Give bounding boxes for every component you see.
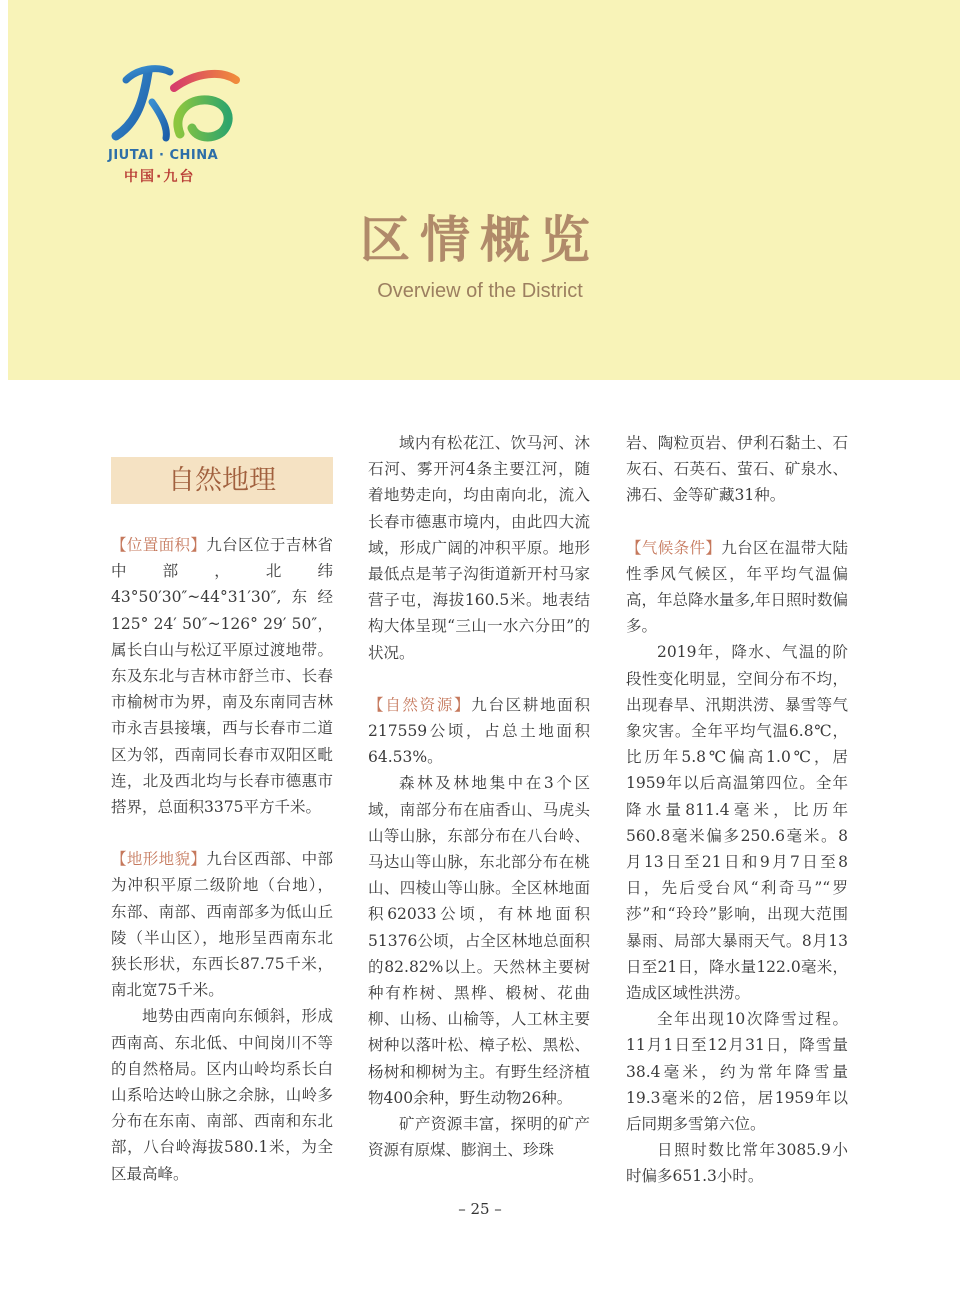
paragraph-rivers: 域内有松花江、饮马河、沐石河、雾开河4条主要江河，随着地势走向，均由南向北，流入长春市德惠市境内，由此四大流域，形成广阔的冲积平原。地形最低点是苇子沟街道新开村马家营子屯，海拔160.5米。地表结构大体呈现“三山一水六分田”的状况。 — [368, 434, 590, 662]
paragraph-sunshine: 日照时数比常年3085.9小时偏多651.3小时。 — [626, 1141, 848, 1186]
paragraph-forests: 森林及林地集中在3个区域，南部分布在庙香山、马虎头山等山脉，东部分布在八台岭、马达山等山脉，东北部分布在桃山、四棱山等山脉。全区林地面积62033公顷，有林地面积51376公顷，占全区林地总面积的82.82%以上。天然林主要树种有柞树、黑桦、椴树、花曲柳、山杨、山榆等，人工林主要树种以落叶松、樟子松、黑松、杨树和柳树为主。有野生经济植物400余种，野生动物26种。 — [368, 774, 590, 1107]
header-band — [8, 0, 960, 380]
section-title: 自然地理 — [111, 457, 333, 504]
text-column-2 — [368, 430, 590, 1163]
logo-english-text: JIUTAI · CHINA — [108, 148, 219, 163]
text-column-3 — [626, 430, 848, 1190]
heading-location-area: 【位置面积】 — [111, 536, 207, 554]
page-title: 区情概览 — [360, 210, 600, 269]
body-location-area: 九台区位于吉林省中部，北纬43°50′30″~44°31′30″,东经125° 24′ 50″~126° 29′ 50″，属长白山与松辽平原过渡地带。东及东北与吉林市舒兰市、长春市榆树市为界，南及东南同吉林市永吉县接壤，西与长春市二道区为邻，西南同长春市双阳区毗连，北及西北均与长春市德惠市搭界，总面积3375平方千米。 — [111, 536, 333, 817]
body-climate: 九台区在温带大陆性季风气候区，年平均气温偏高，年总降水量多,年日照时数偏多。 — [626, 538, 848, 636]
heading-terrain: 【地形地貌】 — [111, 850, 207, 869]
body-natural-resources: 九台区耕地面积217559公顷，占总土地面积64.53%。 — [368, 695, 590, 767]
logo-mark-icon — [108, 58, 248, 148]
paragraph-weather-2019: 2019年，降水、气温的阶段性变化明显，空间分布不均，出现春旱、汛期洪涝、暴雪等气象灾害。全年平均气温6.8℃，比历年5.8℃偏高1.0℃，居1959年以后高温第四位。全年降水量811.4毫米，比历年560.8毫米偏多250.6毫米。8月13日至21日和9月7日至8日，先后受台风“利奇马”“罗莎”和“玲玲”影响，出现大范围暴雨、局部大暴雨天气。8月13日至21日，降水量122.0毫米，造成区域性洪涝。 — [626, 643, 848, 1003]
paragraph-climate — [626, 535, 848, 640]
heading-natural-resources: 【自然资源】 — [368, 695, 472, 714]
page-number: – 25 – — [458, 1200, 502, 1218]
paragraph-topography: 地势由西南向东倾斜，形成西南高、东北低、中间岗川不等的自然格局。区内山岭均系长白山系哈达岭山脉之余脉，山岭多分布在东南、南部、西南和东北部，八台岭海拔580.1米，为全区最高峰。 — [111, 1007, 333, 1183]
paragraph-minerals: 矿产资源丰富，探明的矿产资源有原煤、膨润土、珍珠 — [368, 1115, 590, 1160]
jiutai-logo — [108, 58, 248, 188]
paragraph-natural-resources — [368, 692, 590, 771]
paragraph-minerals-cont: 岩、陶粒页岩、伊利石黏土、石灰石、石英石、萤石、矿泉水、沸石、金等矿藏31种。 — [626, 434, 848, 505]
paragraph-snowfall: 全年出现10次降雪过程。11月1日至12月31日，降雪量38.4毫米，约为常年降雪量19.3毫米的2倍，居1959年以后同期多雪第六位。 — [626, 1010, 848, 1134]
text-column-1 — [111, 532, 333, 1187]
paragraph-terrain — [111, 846, 333, 1003]
logo-chinese-text: 中国·九台 — [124, 169, 196, 185]
body-terrain: 九台区西部、中部为冲积平原二级阶地（台地），东部、南部、西南部多为低山丘陵（半山区），地形呈西南东北狭长形状，东西长87.75千米，南北宽75千米。 — [111, 850, 333, 1000]
heading-climate: 【气候条件】 — [626, 538, 722, 557]
paragraph-location-area — [111, 532, 333, 820]
page-subtitle: Overview of the District — [377, 280, 583, 302]
